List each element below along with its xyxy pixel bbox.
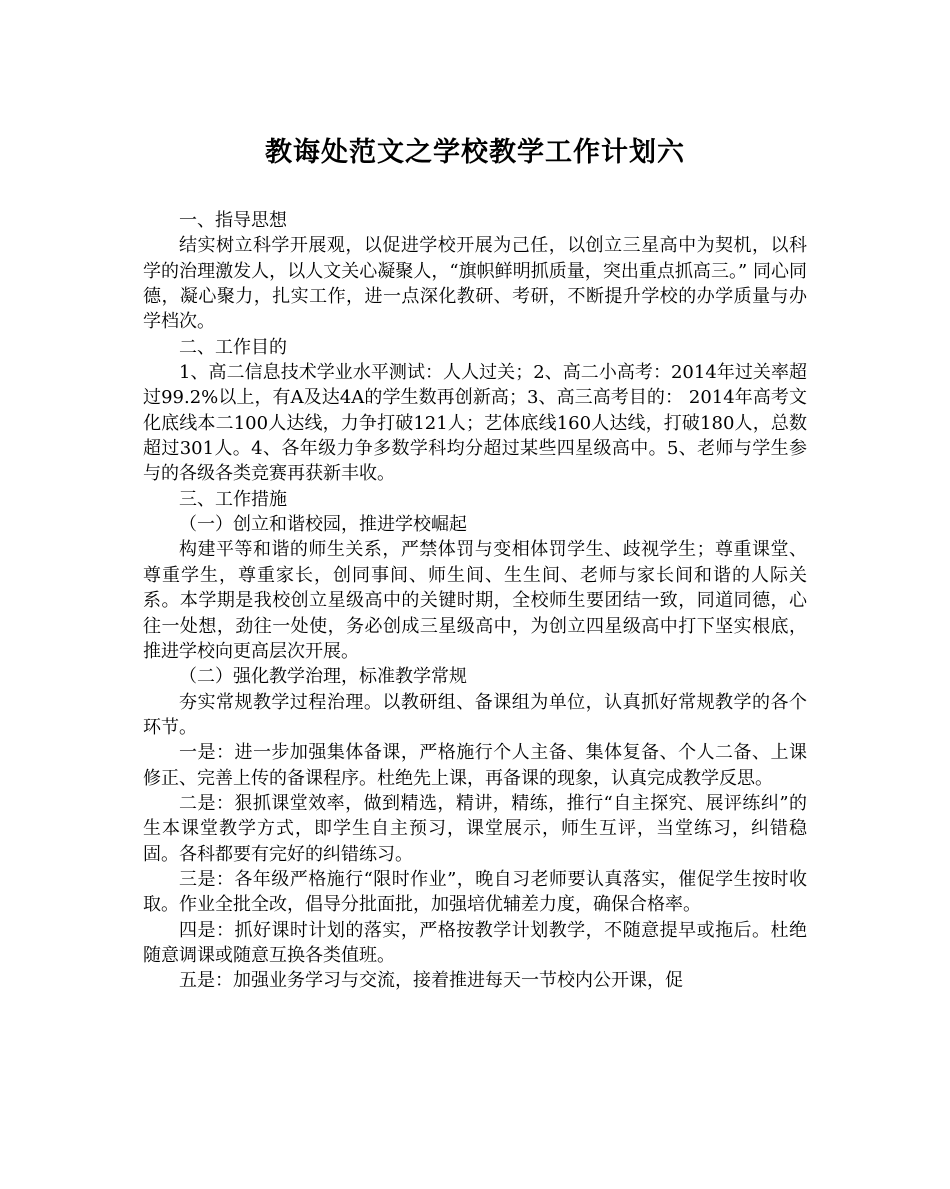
- subsection-heading: （一）创立和谐校园，推进学校崛起: [179, 514, 467, 536]
- paragraph: 一是：进一步加强集体备课，严格施行个人主备、集体复备、个人二备、上课修正、完善上传的备课程序。杜绝先上课，再备课的现象，认真完成教学反思。: [143, 742, 807, 789]
- section-heading: 三、工作措施: [179, 488, 287, 510]
- paragraph: 夯实常规教学过程治理。以教研组、备课组为单位，认真抓好常规教学的各个环节。: [143, 691, 807, 738]
- paragraph: 五是：加强业务学习与交流，接着推进每天一节校内公开课，促: [179, 970, 683, 992]
- paragraph: 二是：狠抓课堂效率，做到精选，精讲，精练，推行“自主探究、展评练纠”的生本课堂教学方式，即学生自主预习，课堂展示，师生互评，当堂练习，纠错稳固。各科都要有完好的纠错练习。: [143, 792, 807, 865]
- paragraph: 构建平等和谐的师生关系，严禁体罚与变相体罚学生、歧视学生；尊重课堂、尊重学生，尊重家长，创同事间、师生间、生生间、老师与家长间和谐的人际关系。本学期是我校创立星级高中的关键时期，全校师生要团结一致，同道同德，心往一处想，劲往一处使，务必创成三星级高中，为创立四星级高中打下坚实根底，推进学校向更高层次开展。: [143, 539, 807, 662]
- subsection-heading: （二）强化教学治理，标准教学常规: [179, 666, 467, 688]
- paragraph: 三是：各年级严格施行“限时作业”，晚自习老师要认真落实，催促学生按时收取。作业全批全改，倡导分批面批，加强培优辅差力度，确保合格率。: [143, 868, 807, 916]
- paragraph: 1、高二信息技术学业水平测试：人人过关；2、高二小高考：2014年过关率超过99.2%以上，有A及达4A的学生数再创新高；3、高三高考目的： 2014年高考文化底线本二100人达线，力争打破121人；艺体底线160人达线，打破180人，总数超过301人。4、各年级力争多数学科均分超过某些四星级高中。5、老师与学生参与的各级各类竞赛再获新丰收。: [143, 362, 807, 485]
- paragraph: 四是：抓好课时计划的落实，严格按教学计划教学，不随意提早或拖后。杜绝随意调课或随意互换各类值班。: [143, 919, 807, 966]
- section-heading: 二、工作目的: [179, 336, 287, 358]
- document-body: [143, 208, 807, 994]
- paragraph: 结实树立科学开展观，以促进学校开展为己任，以创立三星高中为契机，以科学的治理激发人，以人文关心凝聚人，“旗帜鲜明抓质量，突出重点抓高三。” 同心同德，凝心聚力，扎实工作，进一点深化教研、考研，不断提升学校的办学质量与办学档次。: [143, 235, 807, 333]
- document-title: 教诲处范文之学校教学工作计划六: [265, 137, 685, 168]
- section-heading: 一、指导思想: [179, 210, 287, 231]
